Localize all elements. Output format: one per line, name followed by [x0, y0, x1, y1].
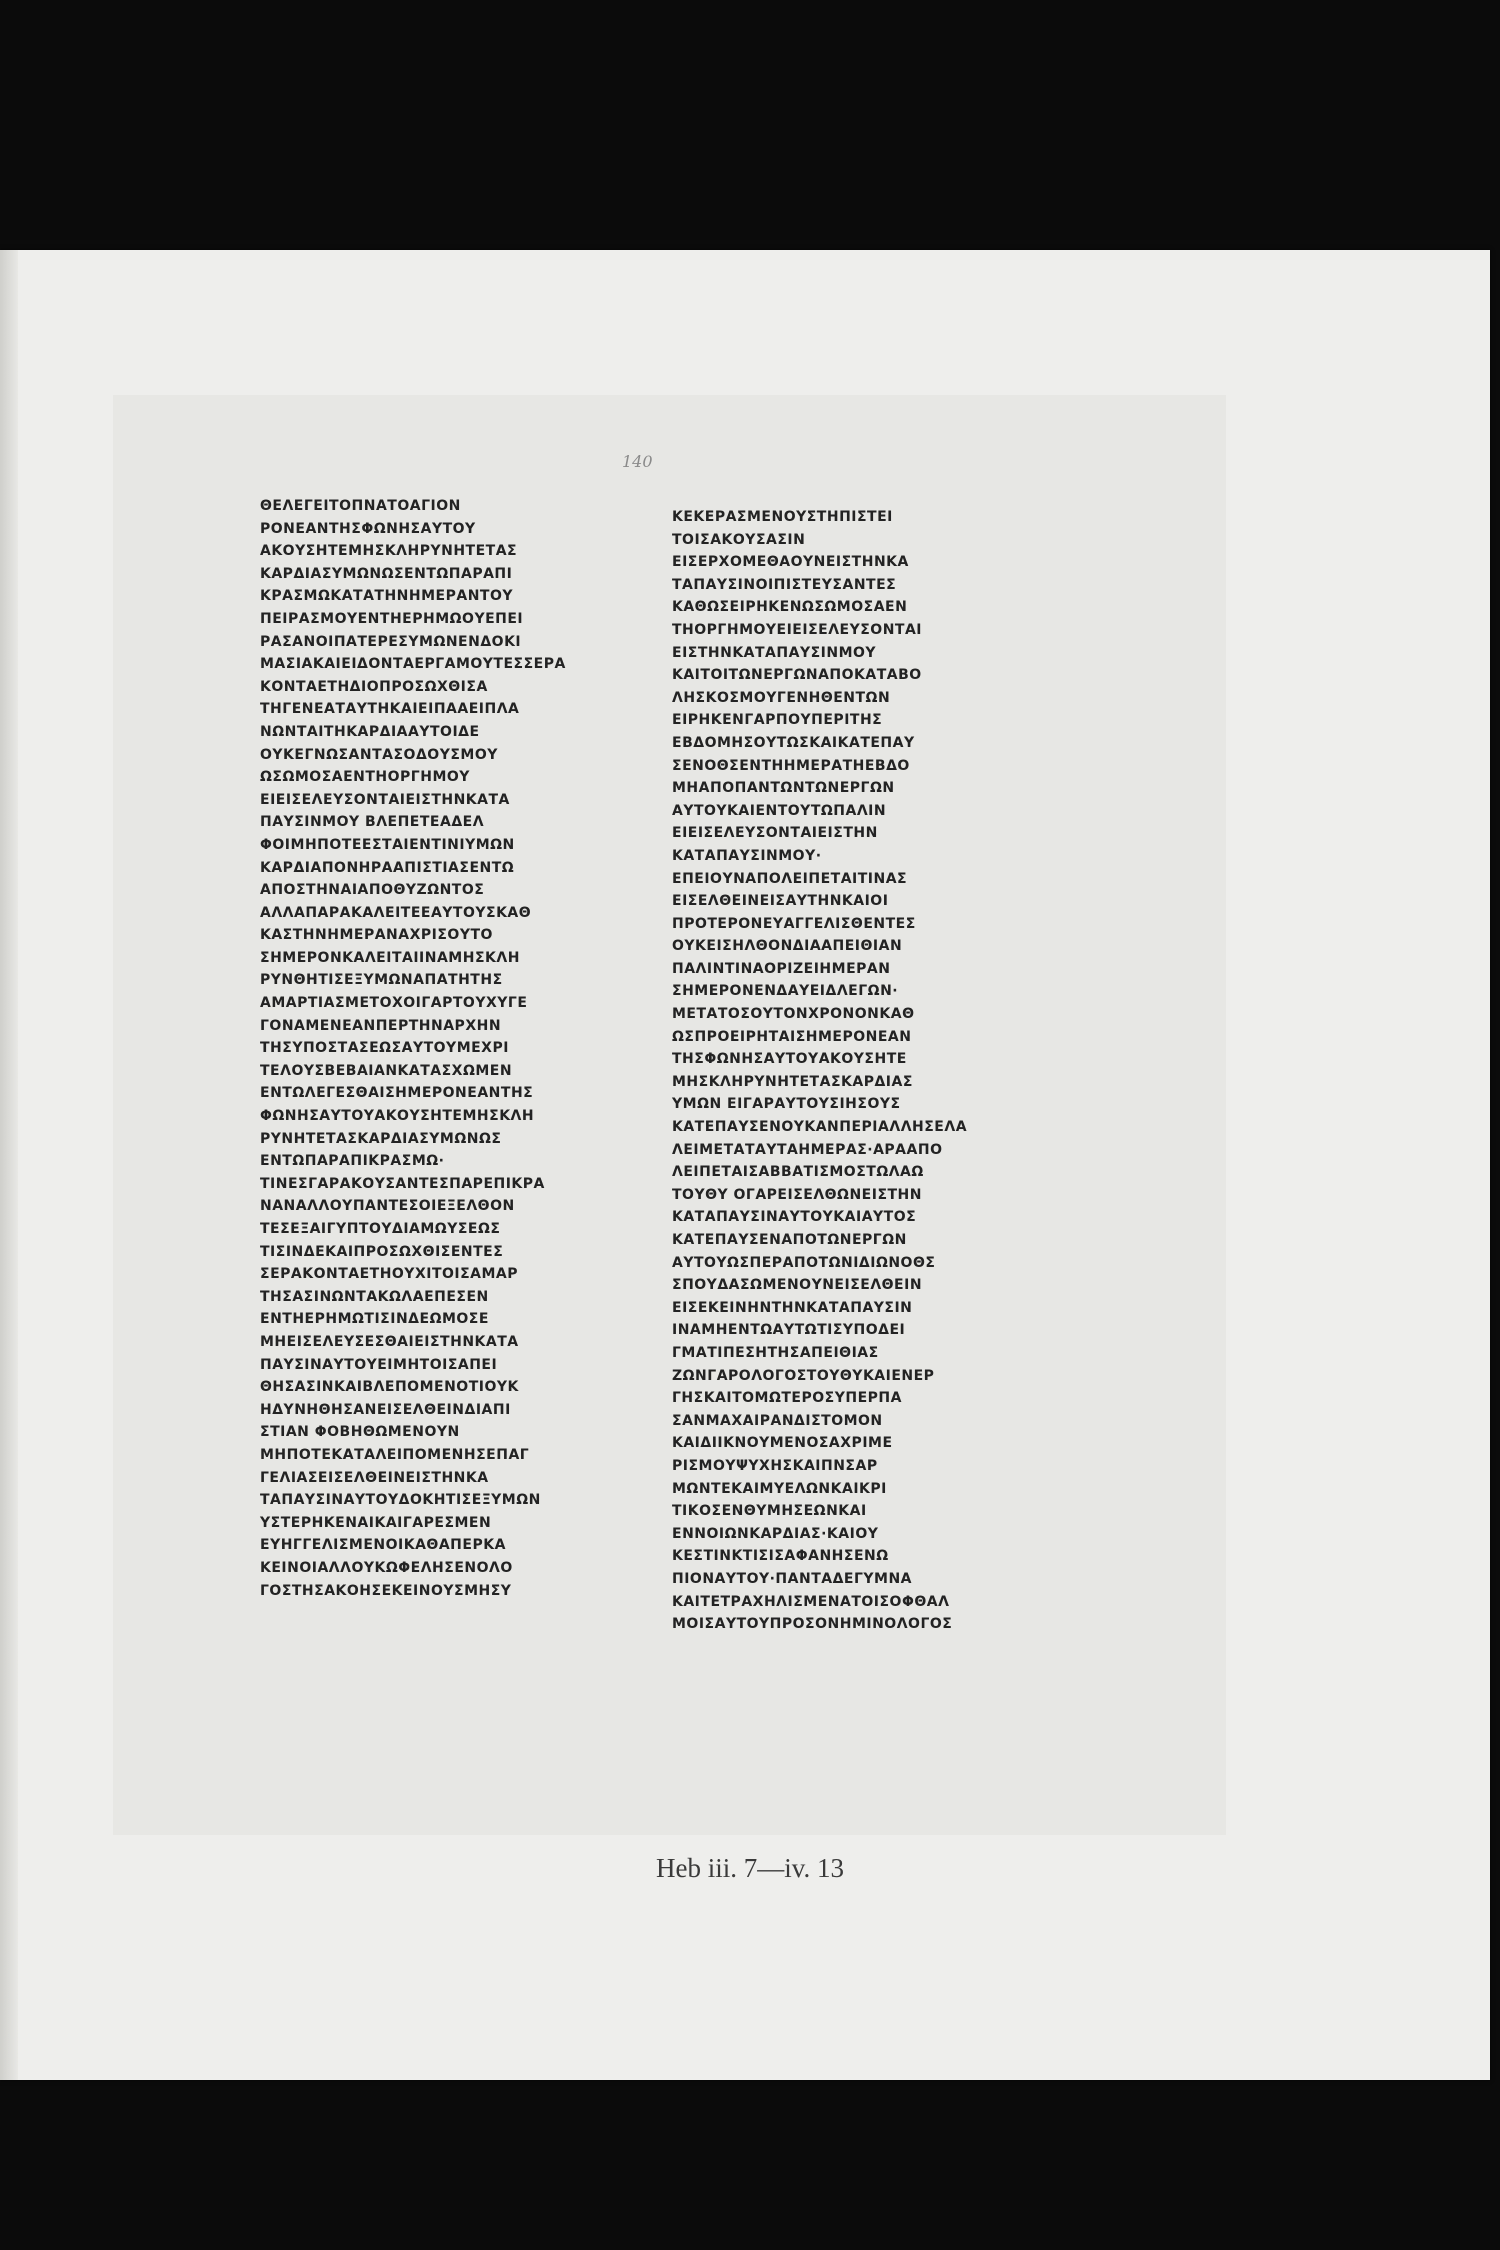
manuscript-line: ΜΗΕΙΣΕΛΕΥΣΕΣΘΑΙΕΙΣΤΗΝΚΑΤΑ: [260, 1333, 519, 1350]
manuscript-line: ΗΔΥΝΗΘΗΣΑΝΕΙΣΕΛΘΕΙΝΔΙΑΠΙ: [260, 1401, 511, 1418]
manuscript-line: ΤΗΓΕΝΕΑΤΑΥΤΗΚΑΙΕΙΠΑΑΕΙΠΛΑ: [260, 701, 520, 718]
manuscript-line: ΚΑΤΑΠΑΥΣΙΝΜΟΥ·: [672, 847, 822, 864]
manuscript-line: ΤΙΚΟΣΕΝΘΥΜΗΣΕΩΝΚΑΙ: [672, 1503, 867, 1520]
manuscript-line: ΚΕΣΤΙΝΚΤΙΣΙΣΑΦΑΝΗΣΕΝΩ: [672, 1548, 889, 1565]
manuscript-line: ΤΗΣΦΩΝΗΣΑΥΤΟΥΑΚΟΥΣΗΤΕ: [672, 1051, 907, 1068]
manuscript-line: ΙΝΑΜΗΕΝΤΩΑΥΤΩΤΙΣΥΠΟΔΕΙ: [672, 1322, 906, 1339]
manuscript-line: ΜΕΤΑΤΟΣΟΥΤΟΝΧΡΟΝΟΝΚΑΘ: [672, 1006, 915, 1023]
manuscript-line: ΤΙΣΙΝΔΕΚΑΙΠΡΟΣΩΧΘΙΣΕΝΤΕΣ: [260, 1243, 504, 1260]
manuscript-line: ΣΕΡΑΚΟΝΤΑΕΤΗΟΥΧΙΤΟΙΣΑΜΑΡ: [260, 1266, 519, 1283]
manuscript-line: ΚΑΘΩΣΕΙΡΗΚΕΝΩΣΩΜΟΣΑΕΝ: [672, 599, 908, 616]
manuscript-line: ΜΩΝΤΕΚΑΙΜΥΕΛΩΝΚΑΙΚΡΙ: [672, 1480, 887, 1497]
manuscript-line: ΤΟΥΘΥ ΟΓΑΡΕΙΣΕΛΘΩΝΕΙΣΤΗΝ: [672, 1186, 922, 1203]
manuscript-line: ΕΒΔΟΜΗΣΟΥΤΩΣΚΑΙΚΑΤΕΠΑΥ: [672, 734, 915, 751]
manuscript-line: ΘΕΛΕΓΕΙΤΟΠΝΑΤΟΑΓΙΟΝ: [260, 498, 461, 514]
manuscript-line: ΥΣΤΕΡΗΚΕΝΑΙΚΑΙΓΑΡΕΣΜΕΝ: [260, 1514, 492, 1531]
manuscript-line: ΤΗΣΑΣΙΝΩΝΤΑΚΩΛΑΕΠΕΣΕΝ: [260, 1288, 489, 1305]
manuscript-line: ΡΙΣΜΟΥΨΥΧΗΣΚΑΙΠΝΣΑΡ: [672, 1457, 878, 1474]
manuscript-line: ΛΕΙΜΕΤΑΤΑΥΤΑΗΜΕΡΑΣ·ΑΡΑΑΠΟ: [672, 1141, 943, 1158]
manuscript-line: ΑΥΤΟΥΚΑΙΕΝΤΟΥΤΩΠΑΛΙΝ: [672, 802, 887, 819]
manuscript-line: ΡΥΝΘΗΤΙΣΕΞΥΜΩΝΑΠΑΤΗΤΗΣ: [260, 972, 503, 989]
plate-caption: Heb iii. 7—iv. 13: [656, 1853, 844, 1883]
manuscript-line: ΦΩΝΗΣΑΥΤΟΥΑΚΟΥΣΗΤΕΜΗΣΚΛΗ: [260, 1108, 535, 1125]
manuscript-line: ΑΛΛΑΠΑΡΑΚΑΛΕΙΤΕΕΑΥΤΟΥΣΚΑΘ: [260, 904, 532, 921]
manuscript-line: ΠΑΥΣΙΝΑΥΤΟΥΕΙΜΗΤΟΙΣΑΠΕΙ: [260, 1356, 498, 1373]
manuscript-line: ΟΥΚΕΓΝΩΣΑΝΤΑΣΟΔΟΥΣΜΟΥ: [260, 746, 498, 763]
manuscript-line: ΣΕΝΟΘΣΕΝΤΗΗΜΕΡΑΤΗΕΒΔΟ: [672, 757, 910, 774]
manuscript-line: ΩΣΩΜΟΣΑΕΝΤΗΟΡΓΗΜΟΥ: [260, 769, 470, 786]
manuscript-line: ΕΙΕΙΣΕΛΕΥΣΟΝΤΑΙΕΙΣΤΗΝ: [672, 825, 878, 842]
manuscript-line: ΜΑΣΙΑΚΑΙΕΙΔΟΝΤΑΕΡΓΑΜΟΥΤΕΣΣΕΡΑ: [260, 656, 566, 673]
manuscript-line: ΡΑΣΑΝΟΙΠΑΤΕΡΕΣΥΜΩΝΕΝΔΟΚΙ: [260, 633, 522, 650]
manuscript-line: ΕΝΝΟΙΩΝΚΑΡΔΙΑΣ·ΚΑΙΟΥ: [672, 1525, 879, 1542]
manuscript-line: ΚΡΑΣΜΩΚΑΤΑΤΗΝΗΜΕΡΑΝΤΟΥ: [260, 588, 514, 605]
text-column-right: [672, 506, 967, 1636]
manuscript-line: ΑΚΟΥΣΗΤΕΜΗΣΚΛΗΡΥΝΗΤΕΤΑΣ: [260, 543, 518, 560]
manuscript-line: ΝΑΝΑΛΛΟΥΠΑΝΤΕΣΟΙΕΞΕΛΘΟΝ: [260, 1198, 515, 1215]
manuscript-line: ΡΥΝΗΤΕΤΑΣΚΑΡΔΙΑΣΥΜΩΝΩΣ: [260, 1130, 502, 1147]
manuscript-line: ΚΑΙΤΕΤΡΑΧΗΛΙΣΜΕΝΑΤΟΙΣΟΦΘΑΛ: [672, 1593, 950, 1610]
manuscript-line: ΚΑΡΔΙΑΣΥΜΩΝΩΣΕΝΤΩΠΑΡΑΠΙ: [260, 565, 513, 582]
manuscript-line: ΕΙΣΕΚΕΙΝΗΝΤΗΝΚΑΤΑΠΑΥΣΙΝ: [672, 1299, 913, 1316]
manuscript-line: ΖΩΝΓΑΡΟΛΟΓΟΣΤΟΥΘΥΚΑΙΕΝΕΡ: [672, 1367, 935, 1384]
manuscript-line: ΓΗΣΚΑΙΤΟΜΩΤΕΡΟΣΥΠΕΡΠΑ: [672, 1390, 902, 1407]
manuscript-line: ΤΟΙΣΑΚΟΥΣΑΣΙΝ: [672, 531, 806, 548]
manuscript-line: ΓΜΑΤΙΠΕΣΗΤΗΣΑΠΕΙΘΙΑΣ: [672, 1344, 879, 1361]
manuscript-line: ΕΝΤΩΠΑΡΑΠΙΚΡΑΣΜΩ·: [260, 1153, 445, 1170]
manuscript-line: ΣΑΝΜΑΧΑΙΡΑΝΔΙΣΤΟΜΟΝ: [672, 1412, 883, 1429]
manuscript-line: ΤΑΠΑΥΣΙΝΑΥΤΟΥΔΟΚΗΤΙΣΕΞΥΜΩΝ: [260, 1492, 541, 1509]
manuscript-line: ΠΙΟΝΑΥΤΟΥ·ΠΑΝΤΑΔΕΓΥΜΝΑ: [672, 1570, 913, 1587]
manuscript-line: ΚΕΙΝΟΙΑΛΛΟΥΚΩΦΕΛΗΣΕΝΟΛΟ: [260, 1559, 513, 1576]
folio-number: 140: [622, 452, 653, 471]
manuscript-line: ΚΑΤΑΠΑΥΣΙΝΑΥΤΟΥΚΑΙΑΥΤΟΣ: [672, 1209, 917, 1226]
manuscript-line: ΚΑΤΕΠΑΥΣΕΝΑΠΟΤΩΝΕΡΓΩΝ: [672, 1232, 907, 1248]
text-column-left: [260, 495, 566, 1602]
manuscript-line: ΛΗΣΚΟΣΜΟΥΓΕΝΗΘΕΝΤΩΝ: [672, 689, 891, 706]
manuscript-line: ΓΟΝΑΜΕΝΕΑΝΠΕΡΤΗΝΑΡΧΗΝ: [260, 1017, 502, 1034]
manuscript-line: ΚΑΙΔΙΙΚΝΟΥΜΕΝΟΣΑΧΡΙΜΕ: [672, 1435, 893, 1452]
manuscript-line: ΓΟΣΤΗΣΑΚΟΗΣΕΚΕΙΝΟΥΣΜΗΣΥ: [260, 1582, 512, 1599]
manuscript-line: ΚΑΙΤΟΙΤΩΝΕΡΓΩΝΑΠΟΚΑΤΑΒΟ: [672, 667, 922, 684]
manuscript-line: ΕΙΣΕΛΘΕΙΝΕΙΣΑΥΤΗΝΚΑΙΟΙ: [672, 893, 889, 910]
manuscript-line: ΕΙΕΙΣΕΛΕΥΣΟΝΤΑΙΕΙΣΤΗΝΚΑΤΑ: [260, 791, 510, 808]
manuscript-line: ΠΑΥΣΙΝΜΟΥ ΒΛΕΠΕΤΕΑΔΕΛ: [260, 814, 485, 831]
manuscript-line: ΡΟΝΕΑΝΤΗΣΦΩΝΗΣΑΥΤΟΥ: [260, 520, 476, 537]
manuscript-line: ΚΟΝΤΑΕΤΗΔΙΟΠΡΟΣΩΧΘΙΣΑ: [260, 678, 488, 695]
manuscript-line: ΕΙΡΗΚΕΝΓΑΡΠΟΥΠΕΡΙΤΗΣ: [672, 712, 883, 729]
manuscript-line: ΛΕΙΠΕΤΑΙΣΑΒΒΑΤΙΣΜΟΣΤΩΛΑΩ: [672, 1164, 924, 1181]
manuscript-line: ΕΥΗΓΓΕΛΙΣΜΕΝΟΙΚΑΘΑΠΕΡΚΑ: [260, 1537, 506, 1554]
manuscript-line: ΥΜΩΝ ΕΙΓΑΡΑΥΤΟΥΣΙΗΣΟΥΣ: [672, 1096, 901, 1113]
manuscript-line: ΑΠΟΣΤΗΝΑΙΑΠΟΘΥΖΩΝΤΟΣ: [260, 882, 485, 899]
manuscript-line: ΟΥΚΕΙΣΗΛΘΟΝΔΙΑΑΠΕΙΘΙΑΝ: [672, 938, 903, 955]
manuscript-line: ΕΝΤΗΕΡΗΜΩΤΙΣΙΝΔΕΩΜΟΣΕ: [260, 1311, 489, 1328]
manuscript-line: ΤΙΝΕΣΓΑΡΑΚΟΥΣΑΝΤΕΣΠΑΡΕΠΙΚΡΑ: [260, 1175, 545, 1192]
manuscript-line: ΜΗΣΚΛΗΡΥΝΗΤΕΤΑΣΚΑΡΔΙΑΣ: [672, 1073, 913, 1090]
manuscript-line: ΕΠΕΙΟΥΝΑΠΟΛΕΙΠΕΤΑΙΤΙΝΑΣ: [672, 870, 908, 887]
manuscript-line: ΩΣΠΡΟΕΙΡΗΤΑΙΣΗΜΕΡΟΝΕΑΝ: [672, 1028, 912, 1045]
manuscript-line: ΤΕΛΟΥΣΒΕΒΑΙΑΝΚΑΤΑΣΧΩΜΕΝ: [260, 1062, 513, 1079]
manuscript-line: ΓΕΛΙΑΣΕΙΣΕΛΘΕΙΝΕΙΣΤΗΝΚΑ: [260, 1469, 489, 1486]
manuscript-line: ΕΝΤΩΛΕΓΕΣΘΑΙΣΗΜΕΡΟΝΕΑΝΤΗΣ: [260, 1085, 534, 1102]
manuscript-line: ΚΑΡΔΙΑΠΟΝΗΡΑΑΠΙΣΤΙΑΣΕΝΤΩ: [260, 859, 515, 876]
manuscript-line: ΤΗΣΥΠΟΣΤΑΣΕΩΣΑΥΤΟΥΜΕΧΡΙ: [260, 1040, 509, 1057]
manuscript-line: ΚΑΤΕΠΑΥΣΕΝΟΥΚΑΝΠΕΡΙΑΛΛΗΣΕΛΑ: [672, 1119, 968, 1136]
manuscript-line: ΕΙΣΤΗΝΚΑΤΑΠΑΥΣΙΝΜΟΥ: [672, 644, 877, 661]
manuscript-line: ΑΥΤΟΥΩΣΠΕΡΑΠΟΤΩΝΙΔΙΩΝΟΘΣ: [672, 1254, 936, 1271]
manuscript-line: ΕΙΣΕΡΧΟΜΕΘΑΟΥΝΕΙΣΤΗΝΚΑ: [672, 554, 909, 571]
manuscript-line: ΤΗΟΡΓΗΜΟΥΕΙΕΙΣΕΛΕΥΣΟΝΤΑΙ: [672, 621, 923, 638]
manuscript-line: ΠΑΛΙΝΤΙΝΑΟΡΙΖΕΙΗΜΕΡΑΝ: [672, 960, 891, 977]
page-binding-edge: [0, 250, 18, 2080]
manuscript-line: ΝΩΝΤΑΙΤΗΚΑΡΔΙΑΑΥΤΟΙΔΕ: [260, 723, 480, 740]
manuscript-line: ΦΟΙΜΗΠΟΤΕΕΣΤΑΙΕΝΤΙΝΙΥΜΩΝ: [260, 836, 515, 853]
manuscript-line: ΠΡΟΤΕΡΟΝΕΥΑΓΓΕΛΙΣΘΕΝΤΕΣ: [672, 915, 916, 932]
manuscript-line: ΚΑΣΤΗΝΗΜΕΡΑΝΑΧΡΙΣΟΥΤΟ: [260, 927, 493, 944]
manuscript-line: ΣΗΜΕΡΟΝΚΑΛΕΙΤΑΙΙΝΑΜΗΣΚΛΗ: [260, 949, 520, 966]
manuscript-line: ΣΗΜΕΡΟΝΕΝΔΑΥΕΙΔΛΕΓΩΝ·: [672, 983, 899, 1000]
manuscript-line: ΜΗΠΟΤΕΚΑΤΑΛΕΙΠΟΜΕΝΗΣΕΠΑΓ: [260, 1446, 530, 1463]
manuscript-line: ΑΜΑΡΤΙΑΣΜΕΤΟΧΟΙΓΑΡΤΟΥΧΥΓΕ: [260, 995, 528, 1012]
manuscript-line: ΣΠΟΥΔΑΣΩΜΕΝΟΥΝΕΙΣΕΛΘΕΙΝ: [672, 1277, 923, 1294]
manuscript-line: ΚΕΚΕΡΑΣΜΕΝΟΥΣΤΗΠΙΣΤΕΙ: [672, 509, 893, 525]
manuscript-line: ΘΗΣΑΣΙΝΚΑΙΒΛΕΠΟΜΕΝΟΤΙΟΥΚ: [260, 1379, 519, 1396]
manuscript-line: ΜΗΑΠΟΠΑΝΤΩΝΤΩΝΕΡΓΩΝ: [672, 780, 895, 797]
manuscript-line: ΤΑΠΑΥΣΙΝΟΙΠΙΣΤΕΥΣΑΝΤΕΣ: [672, 576, 897, 593]
manuscript-line: ΣΤΙΑΝ ΦΟΒΗΘΩΜΕΝΟΥΝ: [260, 1424, 460, 1441]
manuscript-line: ΜΟΙΣΑΥΤΟΥΠΡΟΣΟΝΗΜΙΝΟΛΟΓΟΣ: [672, 1616, 953, 1633]
manuscript-line: ΤΕΣΕΞΑΙΓΥΠΤΟΥΔΙΑΜΩΥΣΕΩΣ: [260, 1221, 501, 1237]
manuscript-line: ΠΕΙΡΑΣΜΟΥΕΝΤΗΕΡΗΜΩΟΥΕΠΕΙ: [260, 610, 524, 627]
